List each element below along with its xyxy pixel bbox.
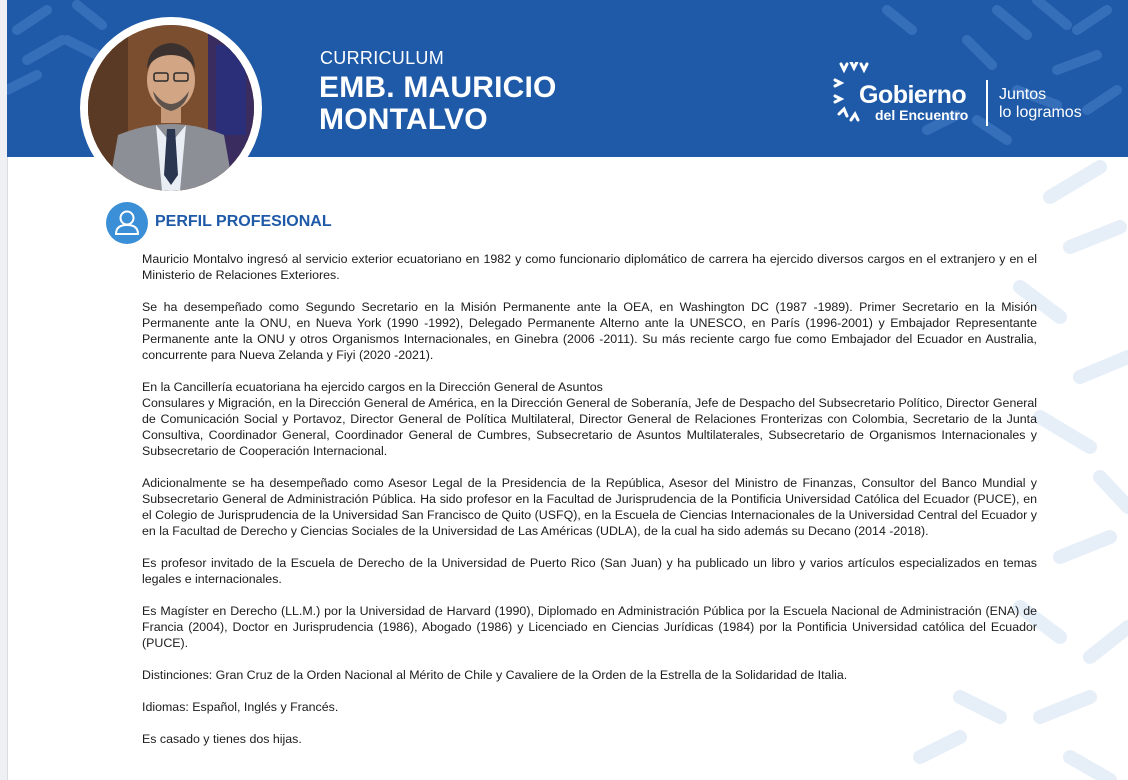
logo-tagline-line1: Juntos: [999, 86, 1047, 103]
logo-divider: [986, 80, 988, 126]
logo-tagline-line2: lo logramos: [999, 104, 1082, 121]
logo-brand: Gobierno: [859, 81, 967, 109]
paragraph-family: Es casado y tienes dos hijas.: [142, 732, 302, 746]
paragraph-distinctions: Distinciones: Gran Cruz de la Orden Nacional al Mérito de Chile y Cavaliere de la Orden de la Estrella de la Solidaridad de Italia.: [142, 668, 848, 682]
paragraph-intro: Mauricio Montalvo ingresó al servicio exterior ecuatoriano en 1982 y como funcionario diplomático de carrera ha ejercido diversos cargos en el extranjero y en el Ministerio de Relaciones Exteriores.: [142, 252, 1037, 282]
person-name-line2: MONTALVO: [319, 103, 488, 136]
profile-photo-frame: [80, 17, 262, 199]
paragraph-chancellery-lead: En la Cancillería ecuatoriana ha ejercido cargos en la Dirección General de Asuntos: [142, 380, 603, 394]
user-icon: [106, 202, 148, 244]
portrait-illustration: [88, 25, 254, 191]
paragraph-professor: Es profesor invitado de la Escuela de Derecho de la Universidad de Puerto Rico (San Juan) y ha publicado un libro y varios artículos especializados en temas legales e internacionales.: [142, 556, 1037, 586]
profile-photo: [88, 25, 254, 191]
logo-brand-sub: del Encuentro: [875, 107, 969, 123]
profile-content: [142, 251, 1037, 763]
paragraph-education: Es Magíster en Derecho (LL.M.) por la Universidad de Harvard (1990), Diplomado en Administración Pública por la Escuela Nacional de Administración (ENA) de Francia (2004), Doctor en Jurisprudencia (1986), Abogado (1986) y Licenciado en Ciencias Jurídicas (1984) por la Pontificia Universidad católica del Ecuador (PUCE).: [142, 604, 1037, 650]
paragraph-posts: Se ha desempeñado como Segundo Secretario en la Misión Permanente ante la OEA, en Washington DC (1987 -1989). Primer Secretario en la Misión Permanente ante la ONU, en Nueva York (1990 -1992), Delegado Permanente Alterno ante la UNESCO, en París (1996-2001) y Embajador Representante Permanente ante la ONU y otros Organismos Internacionales, en Ginebra (2006 -2011). Su más reciente cargo fue como Embajador del Ecuador en Australia, concurrente para Nueva Zelanda y Fiyi (2020 -2021).: [142, 300, 1037, 362]
section-title: PERFIL PROFESIONAL: [155, 213, 332, 230]
document-kicker: CURRICULUM: [320, 48, 444, 68]
paragraph-languages: Idiomas: Español, Inglés y Francés.: [142, 700, 339, 714]
paragraph-chancellery: Consulares y Migración, en la Dirección General de América, en la Dirección General de Soberanía, Jefe de Despacho del Subsecretario Político, Director General de Comunicación Social y Portavoz, Director General de Política Multilateral, Director General de Relaciones Fronterizas con Colombia, Secretario de la Junta Consultiva, Coordinador General, Coordinador General de Cumbres, Subsecretario de Asuntos Multilaterales, Subsecretario de Organismos Internacionales y Subsecretario de Cooperación Internacional.: [142, 396, 1037, 458]
paragraph-additional: Adicionalmente se ha desempeñado como Asesor Legal de la Presidencia de la República, Asesor del Ministro de Finanzas, Consultor del Banco Mundial y Subsecretario General de Administración Pública. Ha sido profesor en la Facultad de Jurisprudencia de la Pontificia Universidad Católica del Ecuador (PUCE), en el Colegio de Jurisprudencia de la Universidad San Francisco de Quito (USFQ), en la Escuela de Ciencias Internacionales de la Universidad Central del Ecuador y en la Facultad de Derecho y Ciencias Sociales de la Universidad de Las Américas (UDLA), de la cual ha sido además su Decano (2014 -2018).: [142, 476, 1037, 538]
person-name-line1: EMB. MAURICIO: [319, 71, 557, 104]
person-name: [319, 72, 557, 136]
government-logo: [833, 62, 1103, 128]
